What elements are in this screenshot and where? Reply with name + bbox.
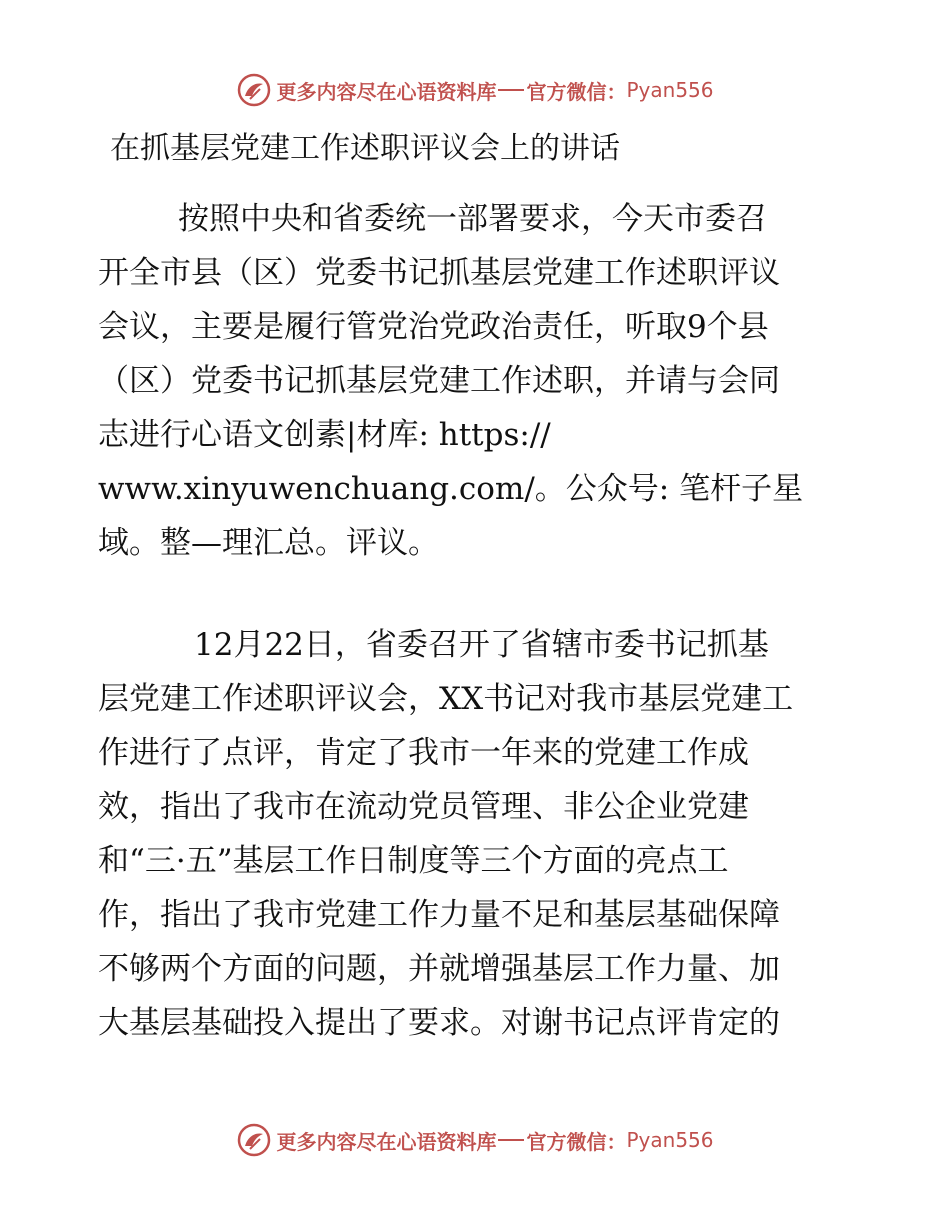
paragraph-1 [98, 192, 858, 570]
paragraph-line: 志进行心语文创素|材库: https:// [98, 417, 551, 453]
paragraph-line: 按照中央和省委统一部署要求，今天市委召 [178, 201, 767, 237]
watermark-handle: Pyan556 [626, 78, 714, 102]
seal-logo-icon [236, 72, 272, 108]
paragraph-line: 作进行了点评，肯定了我市一年来的党建工作成 [98, 735, 749, 771]
watermark-separator [498, 1139, 524, 1141]
watermark-label: 官方微信： [526, 79, 627, 104]
seal-logo-icon [236, 1122, 272, 1158]
paragraph-2 [98, 618, 858, 1050]
paragraph-line: 会议，主要是履行管党治党政治责任，听取9个县 [98, 309, 769, 345]
paragraph-line: 不够两个方面的问题，并就增强基层工作力量、加 [98, 951, 780, 987]
paragraph-line: 层党建工作述职评议会，XX书记对我市基层党建工 [98, 681, 794, 717]
watermark-text: 更多内容尽在心语资料库 [276, 1129, 497, 1154]
paragraph-line: （区）党委书记抓基层党建工作述职，并请与会同 [98, 363, 780, 399]
watermark-label: 官方微信： [526, 1129, 627, 1154]
document-title: 在抓基层党建工作述职评议会上的讲话 [110, 131, 620, 166]
paragraph-line: 域。整—理汇总。评议。 [98, 525, 439, 561]
paragraph-line: www.xinyuwenchuang.com/。公众号: 笔杆子星 [98, 471, 804, 507]
watermark-separator [498, 89, 524, 91]
paragraph-line: 12月22日，省委召开了省辖市委书记抓基 [194, 627, 769, 663]
paragraph-line: 开全市县（区）党委书记抓基层党建工作述职评议 [98, 255, 780, 291]
watermark-handle: Pyan556 [626, 1128, 714, 1152]
paragraph-line: 大基层基础投入提出了要求。对谢书记点评肯定的 [98, 1005, 780, 1041]
footer-watermark [0, 1120, 950, 1160]
watermark-text: 更多内容尽在心语资料库 [276, 79, 497, 104]
header-watermark [0, 70, 950, 110]
paragraph-line: 效，指出了我市在流动党员管理、非公企业党建 [98, 789, 749, 825]
paragraph-line: 作，指出了我市党建工作力量不足和基层基础保障 [98, 897, 780, 933]
paragraph-line: 和“三·五”基层工作日制度等三个方面的亮点工 [98, 843, 729, 879]
